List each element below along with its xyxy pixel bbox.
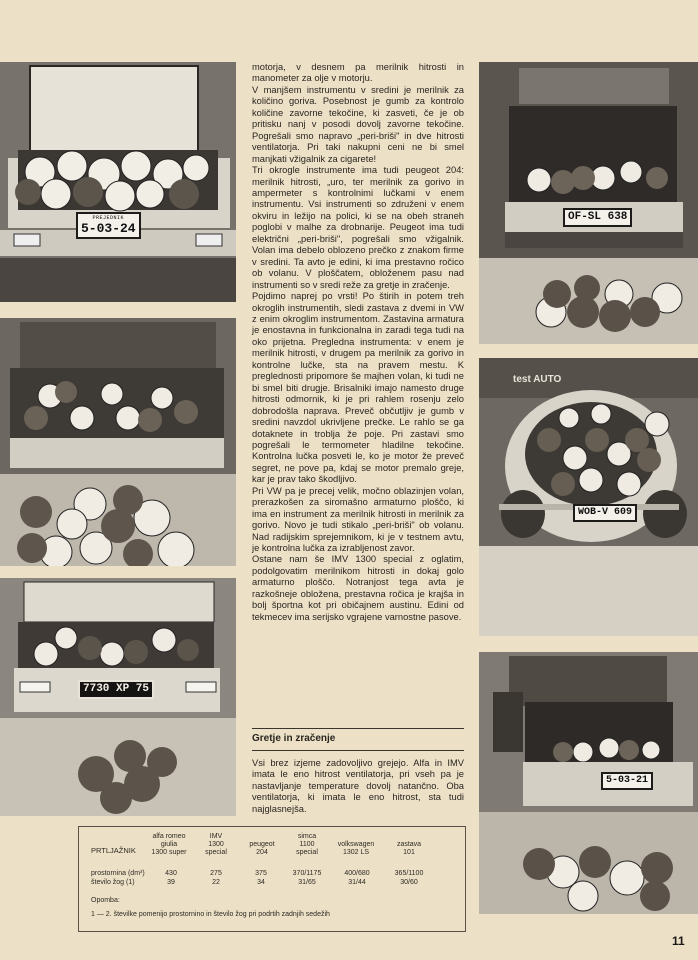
photo-alfa-trunk-balls (0, 62, 236, 302)
photo-simca-trunk-balls (0, 578, 236, 816)
table-cell: 30/60 (400, 879, 418, 886)
table-cell: 34 (257, 879, 265, 886)
plate-number: 5-03-21 (606, 775, 649, 786)
column-header-line: IMV (209, 833, 223, 840)
column-header-line: giulia (160, 841, 178, 848)
column-header (283, 833, 331, 857)
article-paragraph: Pojdimo naprej po vrsti! Po štirih in potem treh okroglih instrumentih, sledi zastava z dvemi in VW z enim okroglim instrumentom. Zastavina armatura je enostavna in funkcionalna in zaradi tega tudi na oko prijetna. Preglednа instrumenta: v enem je merilnik hitrosti, v drugem pa merilnik za gorivo in kontrolne lučke, sta na pravem mestu. K preglednosti pripomore še majhen volan, ki tudi ne bi smel biti drugje. Brisalniki imajo namesto druge hitrosti odmornik, ki je pri rahlem rosenju zelo dobrodošla naprava. Preveč občutljiv je gumb v sredini navzdol ukrivljene prečke. Le rahlo se ga dotaknete in troblja že poje. Pri zastavi smo pogrešali le termometer hladilne tekočine. Kontrolna lučka posveti le, ko je motor že preveč segret, ne pove pa, kdaj se motor premalo greje, kar je prav tako škodljivo. (252, 291, 464, 485)
photo-peugeot-hatch-balls (479, 62, 698, 344)
table-cell: 275 (210, 870, 222, 877)
column-header-line: peugeot (249, 841, 275, 848)
table-cell: 400/680 (344, 870, 370, 877)
table-cell: 430 (165, 870, 177, 877)
table-cell: 31/65 (298, 879, 316, 886)
article-paragraph: Ostane nam še IMV 1300 special z oglatim, podolgovatim merilnikom hitrosti in dokaj golo armaturno ploščo. Notranjost tega avta je razkošneje obložena, prestavna ročica je krajša in bolj športna kot pri običajnem austinu. Edini od tekmecev ima serijsko vgrajene varnostne pasove. (252, 554, 464, 622)
column-header-line: 1300 (208, 841, 224, 848)
sign-text: test AUTO (513, 374, 562, 385)
column-header (195, 833, 237, 857)
plate-number: 5-03-24 (81, 221, 136, 236)
photo-car-hatch-open-balls (479, 652, 698, 914)
column-header-line: special (296, 849, 318, 856)
row-label: število žog (1) (91, 879, 135, 886)
section-body: Vsi brez izjeme zadovoljivo grejejo. Alfa in IMV imata le eno hitrost ventilatorja, pri vseh pa je nastavljanje temperature dovolj natančno. Oba ventilatorja, ki imata le eno hitrost, sta tudi najglasnejša. (252, 758, 464, 814)
table-cell: 375 (255, 870, 267, 877)
column-header (385, 841, 433, 857)
license-plate (601, 772, 653, 790)
column-header (239, 841, 285, 857)
table-note-text: 1 — 2. številke pomenijo prostornino in število žog pri podrtih zadnjih sedežih (91, 911, 330, 918)
article-body (252, 62, 464, 623)
column-header (325, 841, 387, 857)
photo-car-trunk-balls-2 (0, 318, 236, 566)
table-cell: 370/1175 (292, 870, 322, 877)
column-header-line: special (205, 849, 227, 856)
table-cell: 365/1100 (394, 870, 424, 877)
column-header (137, 833, 201, 857)
column-header-line: volkswagen (337, 841, 375, 848)
article-paragraph: Tri okrogle instrumente ima tudi peugeot 204: merilnik hitrosti, „uro, ter merilnik za gorivo in ampermeter s kontrolnimi lučkami v enem instrumentu. Vsi instrumenti so združeni v enem okviru in ležijo na polici, ki se na obeh straneh poglobi v malhe za drobnarije. Peugeot ima tudi električni „peri-briši", pogrešali smo vžigalnik. Volan ima debelo oblozeno prečko z znakom firme v sredini. Ta avto je edini, ki ima prestavno ročico ob volanu. V ploščatem, obloženem pasu nad instrumenti so v sredi reže za gretje in zračenje. (252, 165, 464, 290)
article-paragraph: motorja, v desnem pa merilnik hitrosti in manometer za olje v motorju. (252, 62, 464, 84)
column-header-line: zastava (396, 841, 422, 848)
license-plate: OF-SL 638 (563, 208, 632, 227)
page-number: 11 (672, 934, 685, 948)
license-plate: 7730 XP 75 (78, 680, 154, 699)
column-header-line: 1302 LS (342, 849, 370, 856)
section-heading: Gretje in zračenje (252, 733, 336, 744)
row-label: prostornina (dm³) (91, 870, 145, 877)
section-divider (252, 750, 464, 751)
photo-vw-beetle-balls (479, 358, 698, 636)
column-header-line: 101 (403, 849, 415, 856)
column-header-line: 1100 (299, 841, 315, 848)
section-divider (252, 728, 464, 729)
trunk-capacity-table (78, 826, 466, 932)
table-cell: 22 (212, 879, 220, 886)
license-plate (76, 212, 141, 239)
table-note-label: Opomba: (91, 897, 120, 904)
article-paragraph: V manjšem instrumentu v sredini je merilnik za količino goriva. Posebnost je gumb za kontrolo količine zavorne tekočine, ki zasveti, če je ob pritisku nanj v posodi dovolj zavorne tekočine. Pogrešali smo napravo „peri-briši" in dve hitrosti ventilatorja. Pri taki nakupni ceni ne bi smel manjkati vžigalnik za cigarete! (252, 84, 464, 164)
plate-top-text: PREJEDNIK (92, 215, 125, 221)
column-header-line: 204 (256, 849, 268, 856)
license-plate: WOB-V 609 (573, 504, 637, 522)
table-cell: 39 (167, 879, 175, 886)
column-header-line: simca (297, 833, 317, 840)
column-header-line: 1300 super (151, 849, 187, 856)
article-paragraph: Pri VW pa je precej velik, močno oblazinjen volan, prerazkošen za siromašno armaturno ploščo, ki ima en instrument za merilnik hitrosti in merilnik za gorivo. Novo je tudi stikalo „peri-briši" ob volanu. Nad radijskim sprejemnikom, ki je v testnem avtu, je kontrolna lučka za izrabljenost zavor. (252, 485, 464, 554)
table-title: PRTLJAŽNIK (91, 846, 136, 855)
table-cell: 31/44 (348, 879, 366, 886)
column-header-line: alfa romeo (152, 833, 186, 840)
